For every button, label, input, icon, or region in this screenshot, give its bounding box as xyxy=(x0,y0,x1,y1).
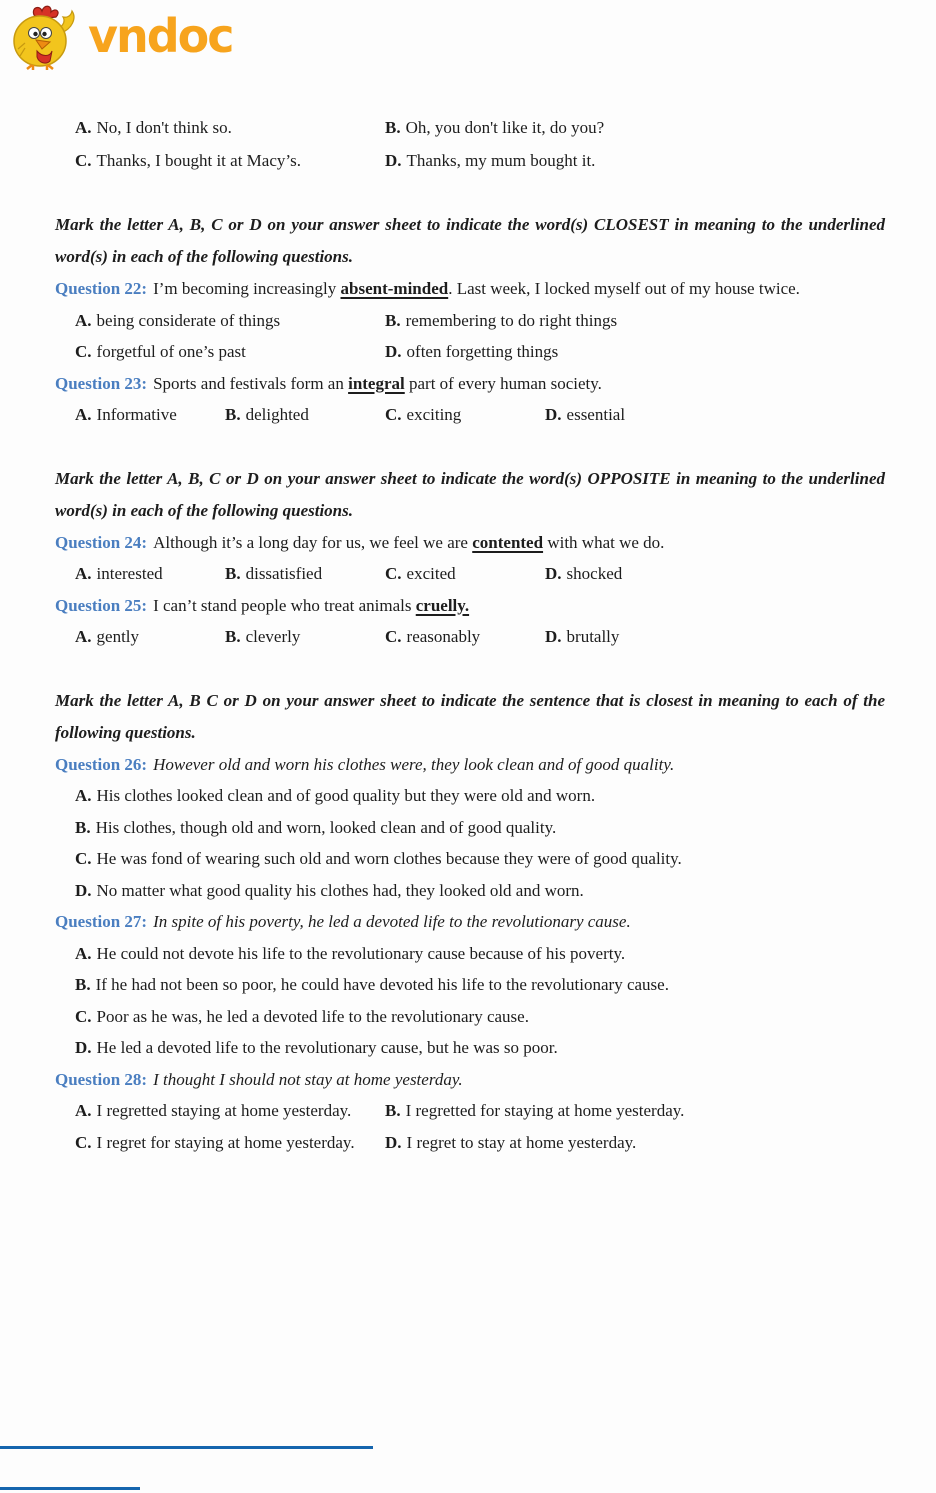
logo-wordmark: vndoc xyxy=(88,9,233,63)
option-c: C. excited xyxy=(385,564,456,583)
option-b: B. If he had not been so poor, he could have devoted his life to the revolutionary cause. xyxy=(75,975,669,994)
question-27-label: Question 27: xyxy=(55,912,148,931)
option-b: B. dissatisfied xyxy=(225,564,323,583)
lead-question-options xyxy=(75,111,885,177)
question-27-options xyxy=(75,938,885,1064)
option-b: B. Oh, you don't like it, do you? xyxy=(385,118,605,137)
question-26-stem: Question 26: However old and worn his clothes were, they look clean and of good quality. xyxy=(55,754,675,774)
option-d: D. Thanks, my mum bought it. xyxy=(385,151,596,170)
option-d: D. I regret to stay at home yesterday. xyxy=(385,1132,637,1152)
question-22-stem: Question 22: I’m becoming increasingly absent-minded. Last week, I locked myself out of my house twice. xyxy=(55,279,800,298)
vndoc-logo xyxy=(6,4,233,70)
question-25-stem: Question 25: I can’t stand people who treat animals cruelly. xyxy=(55,595,470,615)
question-25-label: Question 25: xyxy=(55,595,148,615)
option-a: A. being considerate of things xyxy=(75,310,281,330)
option-a: A. gently xyxy=(75,627,140,646)
option-b: B. His clothes, though old and worn, looked clean and of good quality. xyxy=(75,817,557,837)
divider-line-1 xyxy=(0,1446,373,1449)
instruction-closest-sentence: Mark the letter A, B C or D on your answer sheet to indicate the sentence that is closest in meaning to each of the following questions. xyxy=(55,690,885,742)
question-27-stem: Question 27: In spite of his poverty, he led a devoted life to the revolutionary cause. xyxy=(55,912,631,931)
question-28-stem: Question 28: I thought I should not stay at home yesterday. xyxy=(55,1069,463,1089)
option-b: B. remembering to do right things xyxy=(385,310,618,330)
option-d: D. essential xyxy=(545,405,626,424)
option-d: D. shocked xyxy=(545,564,623,583)
question-22-label: Question 22: xyxy=(55,279,148,298)
chicken-mascot-icon xyxy=(6,4,80,70)
question-23-stem: Question 23: Sports and festivals form an integral part of every human society. xyxy=(55,373,602,393)
option-a: A. Informative xyxy=(75,405,177,424)
option-d: D. He led a devoted life to the revolutionary cause, but he was so poor. xyxy=(75,1038,558,1057)
instruction-opposite-meaning: Mark the letter A, B, C or D on your answer sheet to indicate the word(s) OPPOSITE in meaning to the underlined word(s) in each of the following questions. xyxy=(55,468,885,520)
underlined-word: integral xyxy=(348,373,405,393)
option-a: A. I regretted staying at home yesterday. xyxy=(75,1101,352,1120)
option-a: A. interested xyxy=(75,564,163,583)
underlined-word: absent-minded xyxy=(340,279,449,298)
option-d: D. brutally xyxy=(545,627,620,646)
option-c: C. exciting xyxy=(385,405,462,424)
question-28-label: Question 28: xyxy=(55,1069,148,1089)
option-a: A. His clothes looked clean and of good quality but they were old and worn. xyxy=(75,786,596,805)
question-23-label: Question 23: xyxy=(55,373,148,393)
underlined-word: cruelly. xyxy=(415,595,470,615)
option-b: B. delighted xyxy=(225,405,309,424)
option-c: C. reasonably xyxy=(385,627,481,646)
question-26-label: Question 26: xyxy=(55,754,148,774)
option-c: C. Thanks, I bought it at Macy’s. xyxy=(75,151,301,170)
question-24-options xyxy=(75,558,885,590)
option-d: D. No matter what good quality his clothes had, they looked old and worn. xyxy=(75,880,584,900)
question-25-options xyxy=(75,621,885,653)
question-24-label: Question 24: xyxy=(55,532,148,552)
option-a: A. He could not devote his life to the revolutionary cause because of his poverty. xyxy=(75,943,626,963)
option-c: C. He was fond of wearing such old and worn clothes because they were of good quality. xyxy=(75,849,682,868)
option-b: B. cleverly xyxy=(225,627,301,646)
question-24-stem: Question 24: Although it’s a long day for us, we feel we are contented with what we do. xyxy=(55,532,665,552)
option-a: A. No, I don't think so. xyxy=(75,118,232,137)
question-28-options xyxy=(75,1095,885,1158)
option-b: B. I regretted for staying at home yesterday. xyxy=(385,1101,685,1120)
instruction-closest-meaning: Mark the letter A, B, C or D on your answer sheet to indicate the word(s) CLOSEST in meaning to the underlined word(s) in each of the following questions. xyxy=(55,215,885,266)
question-22-options xyxy=(75,305,885,368)
option-d: D. often forgetting things xyxy=(385,342,559,361)
underlined-word: contented xyxy=(472,532,544,552)
option-c: C. Poor as he was, he led a devoted life to the revolutionary cause. xyxy=(75,1006,529,1026)
question-26-options xyxy=(75,780,885,906)
option-c: C. I regret for staying at home yesterday. xyxy=(75,1132,355,1152)
question-23-options xyxy=(75,399,885,431)
option-c: C. forgetful of one’s past xyxy=(75,342,246,361)
divider-line-2 xyxy=(0,1487,140,1490)
